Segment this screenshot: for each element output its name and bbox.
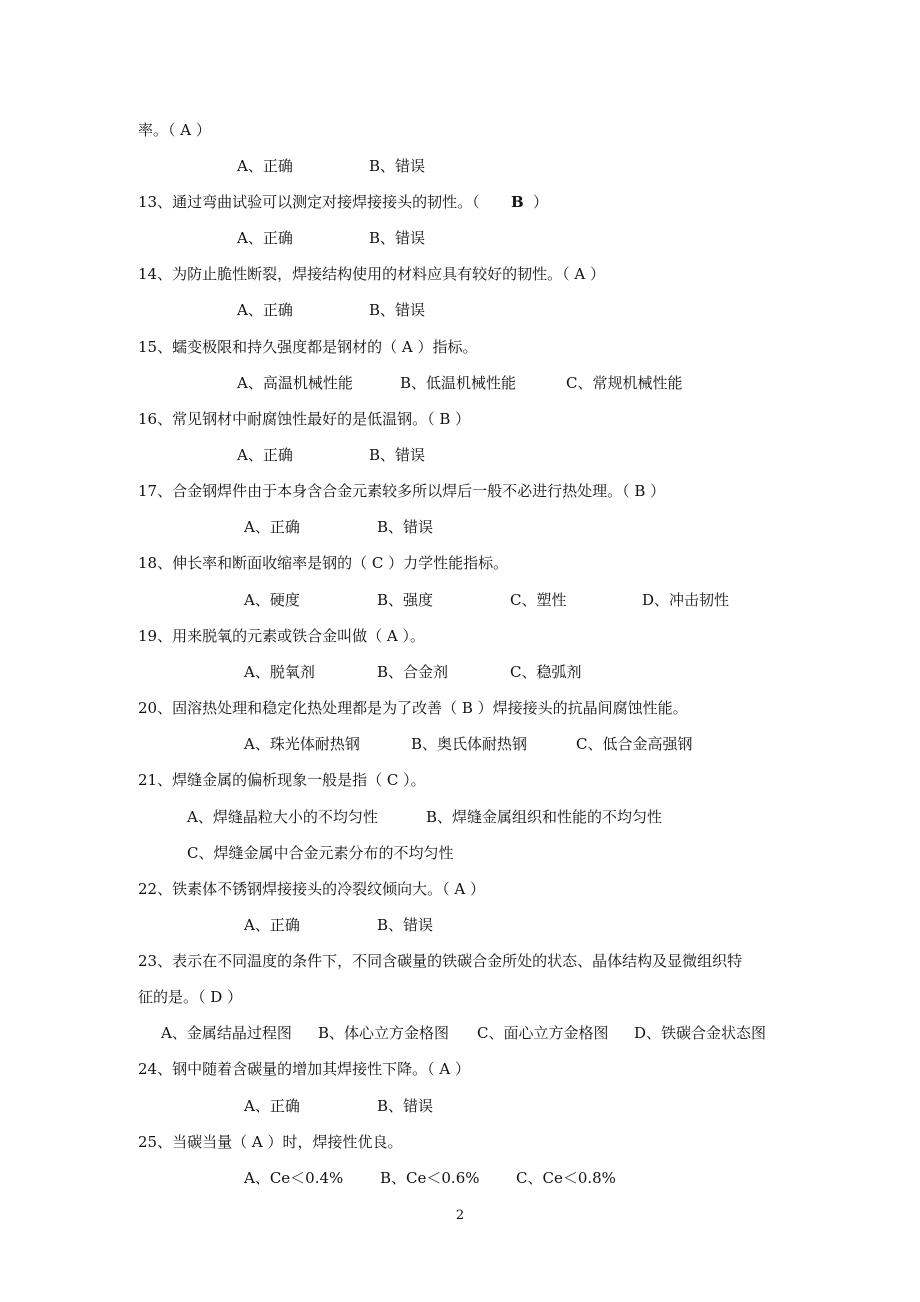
answer-option: C、稳弧剂	[510, 663, 582, 681]
question-text: 21、焊缝金属的偏析现象一般是指（ C ）。	[138, 771, 426, 789]
answer-option: ）	[533, 193, 549, 211]
answer-option: B、Ce＜0.6%	[380, 1169, 480, 1187]
answer-option: B、错误	[377, 1097, 434, 1115]
answer-option: B、体心立方金格图	[318, 1024, 450, 1042]
answer-option: C、常规机械性能	[566, 374, 683, 392]
answer-option: A、正确	[237, 229, 293, 247]
answer-option: A、正确	[244, 518, 300, 536]
answer-option: A、焊缝晶粒大小的不均匀性	[187, 808, 378, 826]
answer-option: A、正确	[237, 301, 293, 319]
question-text: 16、常见钢材中耐腐蚀性最好的是低温钢。（ B ）	[138, 410, 471, 428]
answer-option: A、金属结晶过程图	[161, 1024, 292, 1042]
answer-option: B、低温机械性能	[400, 374, 517, 392]
answer-option: B、错误	[369, 229, 426, 247]
question-text: 13、通过弯曲试验可以测定对接焊接接头的韧性。（	[138, 193, 480, 211]
answer-option: A、硬度	[244, 591, 300, 609]
answer-option: B、错误	[369, 301, 426, 319]
answer-option: A、高温机械性能	[237, 374, 353, 392]
question-text: 14、为防止脆性断裂，焊接结构使用的材料应具有较好的韧性。（ A ）	[138, 265, 605, 283]
answer-option: B	[511, 193, 524, 211]
page-number: 2	[455, 1208, 465, 1223]
question-text: 19、用来脱氧的元素或铁合金叫做（ A ）。	[138, 627, 425, 645]
question-text: 20、固溶热处理和稳定化热处理都是为了改善（ B ）焊接接头的抗晶间腐蚀性能。	[138, 699, 688, 717]
question-text: 征的是。（ D ）	[138, 988, 243, 1006]
question-text: 率。（ A ）	[138, 121, 211, 139]
answer-option: B、合金剂	[377, 663, 449, 681]
answer-option: A、Ce＜0.4%	[244, 1169, 344, 1187]
answer-option: A、正确	[244, 1097, 300, 1115]
question-text: 24、钢中随着含碳量的增加其焊接性下降。（ A ）	[138, 1060, 470, 1078]
answer-option: B、焊缝金属组织和性能的不均匀性	[426, 808, 663, 826]
answer-option: A、正确	[244, 916, 300, 934]
answer-option: B、强度	[377, 591, 434, 609]
answer-option: B、错误	[377, 916, 434, 934]
answer-option: C、面心立方金格图	[477, 1024, 609, 1042]
answer-option: C、低合金高强钢	[576, 735, 693, 753]
answer-option: C、塑性	[510, 591, 567, 609]
question-text: 15、蠕变极限和持久强度都是钢材的（ A ）指标。	[138, 338, 478, 356]
question-text: 22、铁素体不锈钢焊接接头的冷裂纹倾向大。（ A ）	[138, 880, 485, 898]
answer-option: D、铁碳合金状态图	[634, 1024, 767, 1042]
answer-option: B、奥氏体耐热钢	[411, 735, 528, 753]
answer-option: A、正确	[237, 157, 293, 175]
answer-option: D、冲击韧性	[642, 591, 730, 609]
answer-option: A、正确	[237, 446, 293, 464]
answer-option: A、珠光体耐热钢	[244, 735, 360, 753]
question-text: 17、合金钢焊件由于本身含合金元素较多所以焊后一般不必进行热处理。（ B ）	[138, 482, 666, 500]
answer-option: B、错误	[377, 518, 434, 536]
answer-option: B、错误	[369, 157, 426, 175]
question-text: 18、伸长率和断面收缩率是钢的（ C ）力学性能指标。	[138, 554, 509, 572]
question-text: 25、当碳当量（ A ）时，焊接性优良。	[138, 1133, 403, 1151]
question-text: 23、表示在不同温度的条件下，不同含碳量的铁碳合金所处的状态、晶体结构及显微组织特	[138, 952, 743, 970]
answer-option: A、脱氧剂	[244, 663, 315, 681]
answer-option: C、焊缝金属中合金元素分布的不均匀性	[187, 844, 454, 862]
answer-option: B、错误	[369, 446, 426, 464]
answer-option: C、Ce＜0.8%	[516, 1169, 616, 1187]
